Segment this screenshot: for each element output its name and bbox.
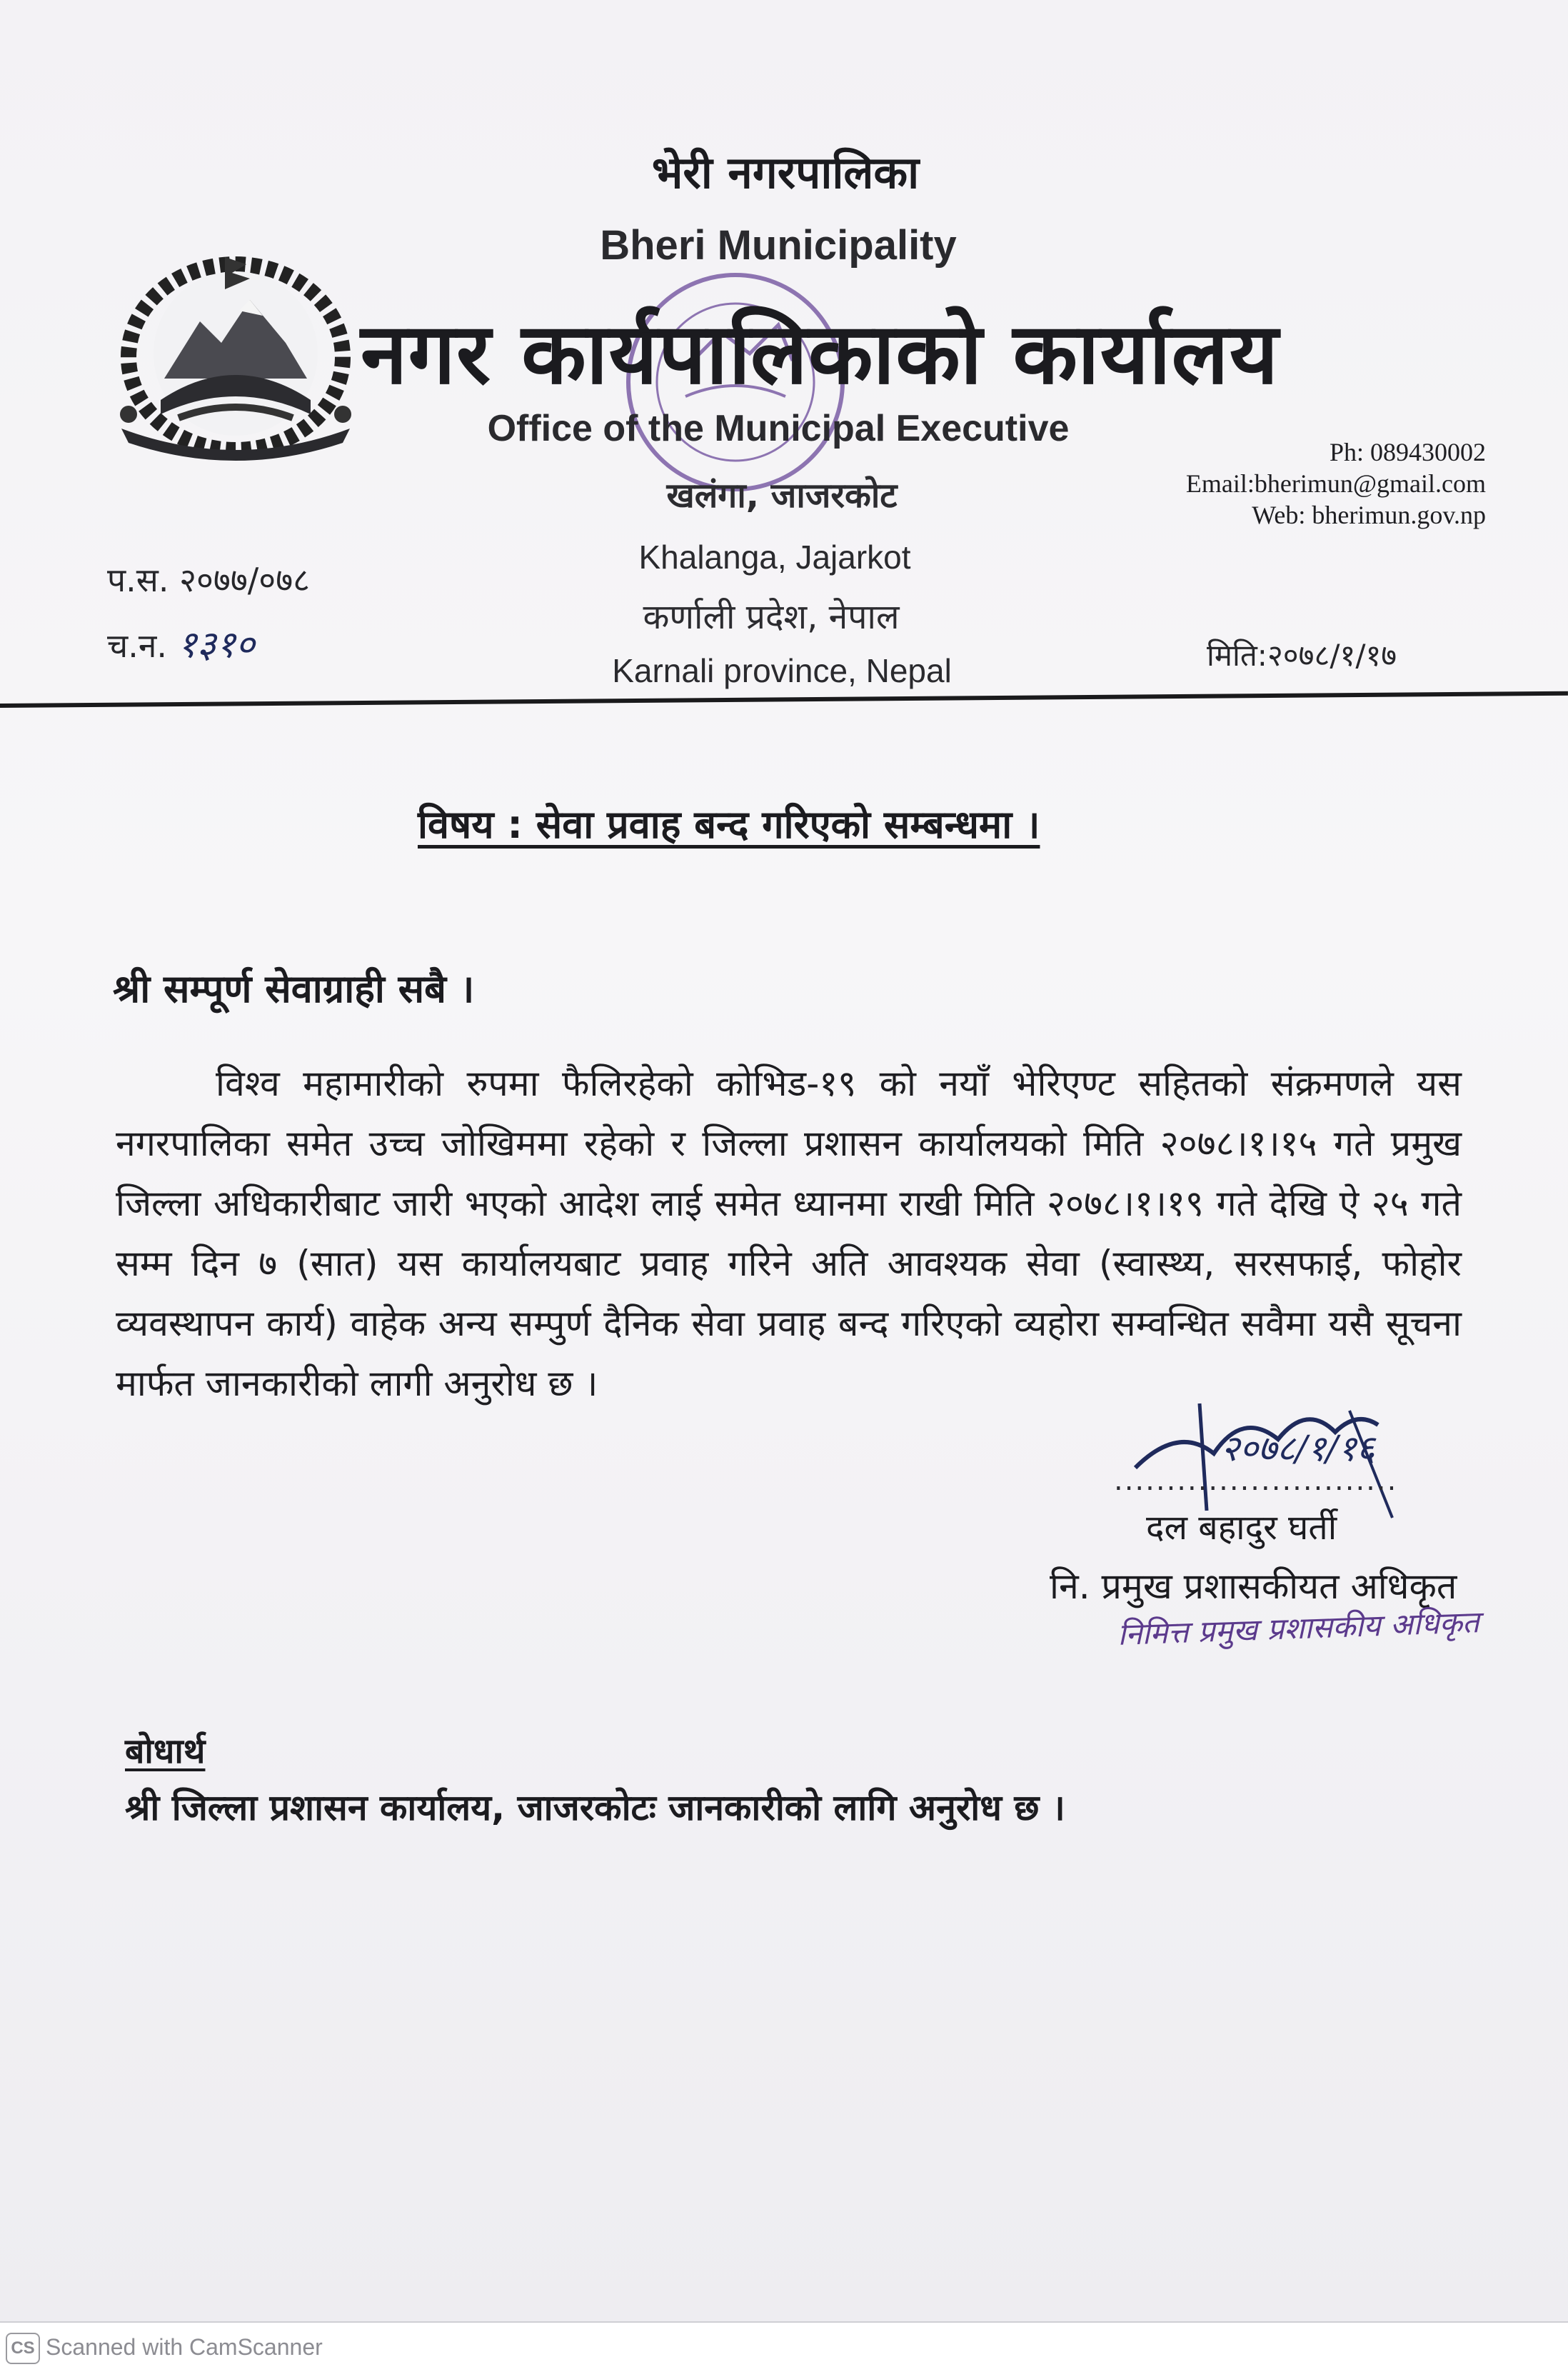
signature-line: ...........................	[1114, 1464, 1398, 1497]
cc-heading: बोधार्थ	[125, 1731, 206, 1771]
cc-recipient: श्री जिल्ला प्रशासन कार्यालय, जाजरकोटः जानकारीको लागि अनुरोध छ ।	[125, 1787, 1065, 1828]
contact-email: Email:bherimun@gmail.com	[1185, 469, 1486, 498]
municipality-name-en: Bheri Municipality	[600, 222, 957, 269]
address-en-2: Karnali province, Nepal	[612, 652, 952, 689]
dispatch-number	[107, 618, 255, 669]
letter-salutation: श्री सम्पूर्ण सेवाग्राही सबै ।	[113, 966, 475, 1011]
signature-handwritten-date: २०७८/१/१६	[1221, 1428, 1375, 1469]
office-name-en: Office of the Municipal Executive	[487, 408, 1070, 449]
nepal-emblem-icon	[100, 236, 371, 471]
header-divider	[0, 691, 1568, 708]
designation-stamp: निमित्त प्रमुख प्रशासकीय अधिकृत	[1117, 1604, 1480, 1652]
address-np-1: खलंगा, जाजरकोट	[666, 476, 898, 516]
dispatch-prefix: च.न.	[107, 626, 167, 665]
office-name-np: नगर कार्यपालिकाको कार्यालय	[361, 304, 1280, 403]
contact-phone: Ph: 089430002	[1329, 438, 1486, 466]
camscanner-watermark: Scanned with CamScanner	[46, 2334, 323, 2360]
dispatch-number-handwritten: १३१०	[177, 624, 255, 666]
signatory-name: दल बहादुर घर्ती	[1146, 1508, 1337, 1548]
signatory-title: नि. प्रमुख प्रशासकीयत अधिकृत	[1050, 1566, 1457, 1607]
address-en-1: Khalanga, Jajarkot	[638, 539, 911, 576]
letter-subject: विषय : सेवा प्रवाह बन्द गरिएको सम्बन्धमा ।	[418, 802, 1040, 847]
camscanner-logo-icon: CS	[6, 2333, 40, 2364]
address-np-2: कर्णाली प्रदेश, नेपाल	[643, 597, 900, 637]
letter-body: विश्व महामारीको रुपमा फैलिरहेको कोभिड-१९ को नयाँ भेरिएण्ट सहितको संक्रमणले यस नगरपालिका समेत उच्च जोखिममा रहेको र जिल्ला प्रशासन कार्यालयको मिति २०७८।१।१५ गते प्रमुख जिल्ला अधिकारीबाट जारी भएको आदेश लाई समेत ध्यानमा राखी मिति २०७८।१।१९ गते देखि ऐ २५ गते सम्म दिन ७ (सात) यस कार्यालयबाट प्रवाह गरिने अति आवश्यक सेवा (स्वास्थ्य, सरसफाई, फोहोर व्यवस्थापन कार्य) वाहेक अन्य सम्पुर्ण दैनिक सेवा प्रवाह बन्द गरिएको व्यहोरा सम्वन्धित सवैमा यसै सूचना मार्फत जानकारीको लागी अनुरोध छ ।	[116, 1063, 1462, 1404]
contact-web: Web: bherimun.gov.np	[1252, 501, 1486, 529]
letter-date: मिति:२०७८/१/१७	[1207, 638, 1397, 673]
letter-number: प.स. २०७७/०७८	[107, 561, 311, 599]
municipality-name-np: भेरी नगरपालिका	[651, 146, 920, 199]
